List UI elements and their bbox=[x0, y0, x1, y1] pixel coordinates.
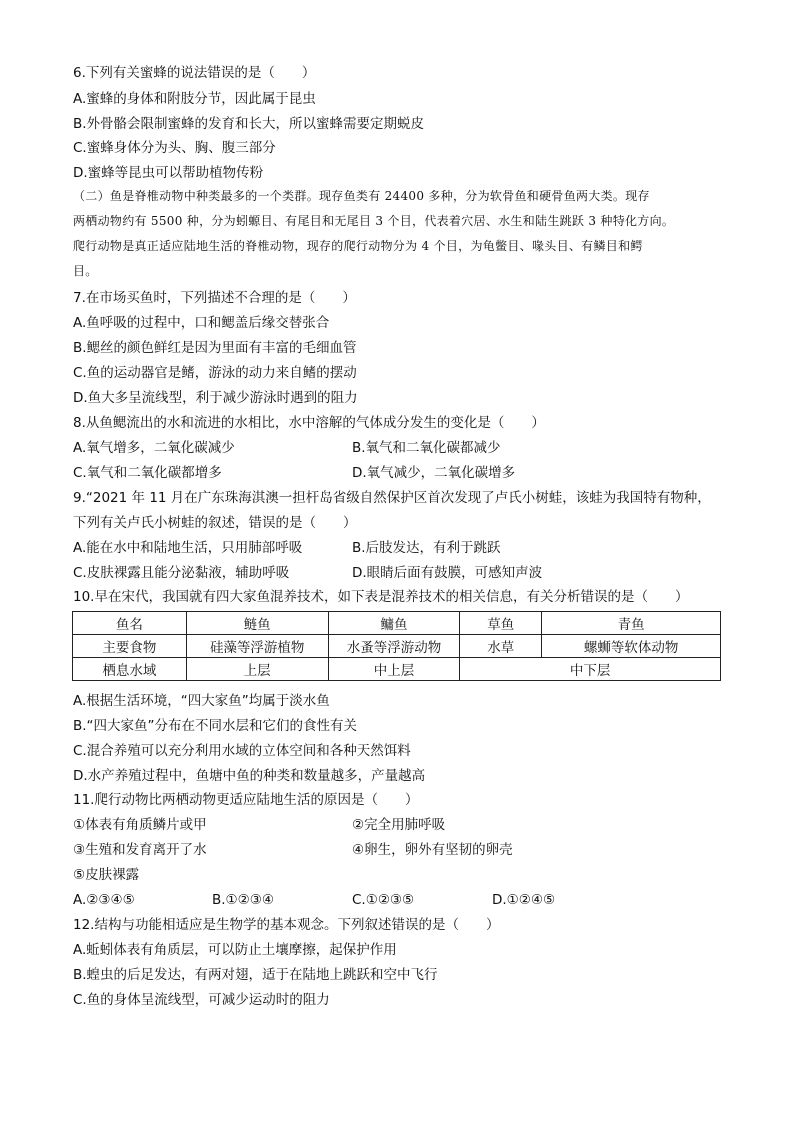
question-10-option-a: A.根据生活环境，“四大家鱼”均属于淡水鱼 bbox=[73, 693, 330, 709]
question-6-option-a: A.蜜蜂的身体和附肢分节，因此属于昆虫 bbox=[73, 91, 316, 107]
question-10-stem: 10.早在宋代，我国就有四大家鱼混养技术，如下表是混养技术的相关信息，有关分析错误的是（ ） bbox=[73, 589, 689, 605]
table-header-cell: 栖息水域 bbox=[73, 658, 187, 681]
question-8-option-a: A.氧气增多，二氧化碳减少 bbox=[73, 440, 235, 456]
table-cell: 鳙鱼 bbox=[328, 612, 460, 635]
table-row bbox=[73, 635, 721, 658]
table-cell: 草鱼 bbox=[460, 612, 542, 635]
table-cell: 水蚤等浮游动物 bbox=[328, 635, 460, 658]
question-6-option-b: B.外骨骼会限制蜜蜂的发育和长大，所以蜜蜂需要定期蜕皮 bbox=[73, 116, 425, 132]
table-cell: 螺蛳等软体动物 bbox=[542, 635, 721, 658]
table-cell: 鲢鱼 bbox=[186, 612, 328, 635]
table-row bbox=[73, 658, 721, 681]
question-10-option-d: D.水产养殖过程中，鱼塘中鱼的种类和数量越多，产量越高 bbox=[73, 768, 426, 784]
question-11-option-d: D.①②④⑤ bbox=[492, 892, 556, 908]
question-11-statement-3: ③生殖和发育离开了水 bbox=[73, 842, 207, 858]
question-7-option-c: C.鱼的运动器官是鳍，游泳的动力来自鳍的摆动 bbox=[73, 365, 357, 381]
table-header-cell: 鱼名 bbox=[73, 612, 187, 635]
question-6-option-d: D.蜜蜂等昆虫可以帮助植物传粉 bbox=[73, 165, 264, 181]
question-8-option-b: B.氧气和二氧化碳都减少 bbox=[352, 440, 501, 456]
passage-line: （二）鱼是脊椎动物中种类最多的一个类群。现存鱼类有 24400 多种，分为软骨鱼和硬骨鱼两大类。现存 bbox=[73, 189, 650, 203]
question-11-statement-1: ①体表有角质鳞片或甲 bbox=[73, 817, 207, 833]
table-cell: 青鱼 bbox=[542, 612, 721, 635]
question-7-stem: 7.在市场买鱼时，下列描述不合理的是（ ） bbox=[73, 290, 356, 306]
question-7-option-b: B.鳃丝的颜色鲜红是因为里面有丰富的毛细血管 bbox=[73, 340, 357, 356]
reading-passage bbox=[73, 184, 723, 284]
passage-line: 爬行动物是真正适应陆地生活的脊椎动物，现存的爬行动物分为 4 个目，为龟鳖目、喙头目、有鳞目和鳄 bbox=[73, 239, 643, 253]
table-cell: 中下层 bbox=[460, 658, 721, 681]
question-9-option-a: A.能在水中和陆地生活，只用肺部呼吸 bbox=[73, 540, 303, 556]
question-7-option-d: D.鱼大多呈流线型，利于减少游泳时遇到的阻力 bbox=[73, 390, 358, 406]
question-12-option-a: A.蚯蚓体表有角质层，可以防止土壤摩擦，起保护作用 bbox=[73, 942, 397, 958]
question-9-option-c: C.皮肤裸露且能分泌黏液，辅助呼吸 bbox=[73, 565, 290, 581]
question-12-stem: 12.结构与功能相适应是生物学的基本观念。下列叙述错误的是（ ） bbox=[73, 917, 500, 933]
question-8-stem: 8.从鱼鳃流出的水和流进的水相比，水中溶解的气体成分发生的变化是（ ） bbox=[73, 415, 545, 431]
table-cell: 硅藻等浮游植物 bbox=[186, 635, 328, 658]
question-11-statement-5: ⑤皮肤裸露 bbox=[73, 867, 140, 883]
table-header-cell: 主要食物 bbox=[73, 635, 187, 658]
table-row bbox=[73, 612, 721, 635]
question-9-option-b: B.后肢发达，有利于跳跃 bbox=[352, 540, 501, 556]
question-12-option-c: C.鱼的身体呈流线型，可减少运动时的阻力 bbox=[73, 992, 330, 1008]
passage-line: 目。 bbox=[73, 264, 98, 278]
table-cell: 上层 bbox=[186, 658, 328, 681]
question-12-option-b: B.蝗虫的后足发达，有两对翅，适于在陆地上跳跃和空中飞行 bbox=[73, 967, 438, 983]
question-11-stem: 11.爬行动物比两栖动物更适应陆地生活的原因是（ ） bbox=[73, 792, 419, 808]
question-11-option-c: C.①②③⑤ bbox=[352, 892, 415, 908]
question-11-option-b: B.①②③④ bbox=[212, 892, 274, 908]
question-11-statement-4: ④卵生，卵外有坚韧的卵壳 bbox=[352, 842, 513, 858]
question-9-stem-line-1: 9.“2021 年 11 月在广东珠海淇澳一担杆岛省级自然保护区首次发现了卢氏小树蛙，该蛙为我国特有物种， bbox=[73, 490, 711, 506]
question-8-option-d: D.氧气减少，二氧化碳增多 bbox=[352, 465, 516, 481]
question-7-option-a: A.鱼呼吸的过程中，口和鳃盖后缘交替张合 bbox=[73, 315, 330, 331]
question-6-option-c: C.蜜蜂身体分为头、胸、腹三部分 bbox=[73, 140, 276, 156]
question-10-option-c: C.混合养殖可以充分利用水域的立体空间和各种天然饵料 bbox=[73, 743, 411, 759]
passage-line: 两栖动物约有 5500 种，分为蚓螈目、有尾目和无尾目 3 个目，代表着穴居、水生和陆生跳跃 3 种特化方向。 bbox=[73, 214, 675, 228]
question-9-option-d: D.眼睛后面有鼓膜，可感知声波 bbox=[352, 565, 543, 581]
question-9-stem-line-2: 下列有关卢氏小树蛙的叙述，错误的是（ ） bbox=[73, 515, 357, 531]
question-6-stem: 6.下列有关蜜蜂的说法错误的是（ ） bbox=[73, 65, 316, 81]
table-cell: 中上层 bbox=[328, 658, 460, 681]
question-11-option-a: A.②③④⑤ bbox=[73, 892, 135, 908]
question-10-option-b: B.“四大家鱼”分布在不同水层和它们的食性有关 bbox=[73, 718, 358, 734]
question-11-statement-2: ②完全用肺呼吸 bbox=[352, 817, 446, 833]
fish-info-table bbox=[72, 611, 721, 681]
table-cell: 水草 bbox=[460, 635, 542, 658]
question-8-option-c: C.氧气和二氧化碳都增多 bbox=[73, 465, 222, 481]
